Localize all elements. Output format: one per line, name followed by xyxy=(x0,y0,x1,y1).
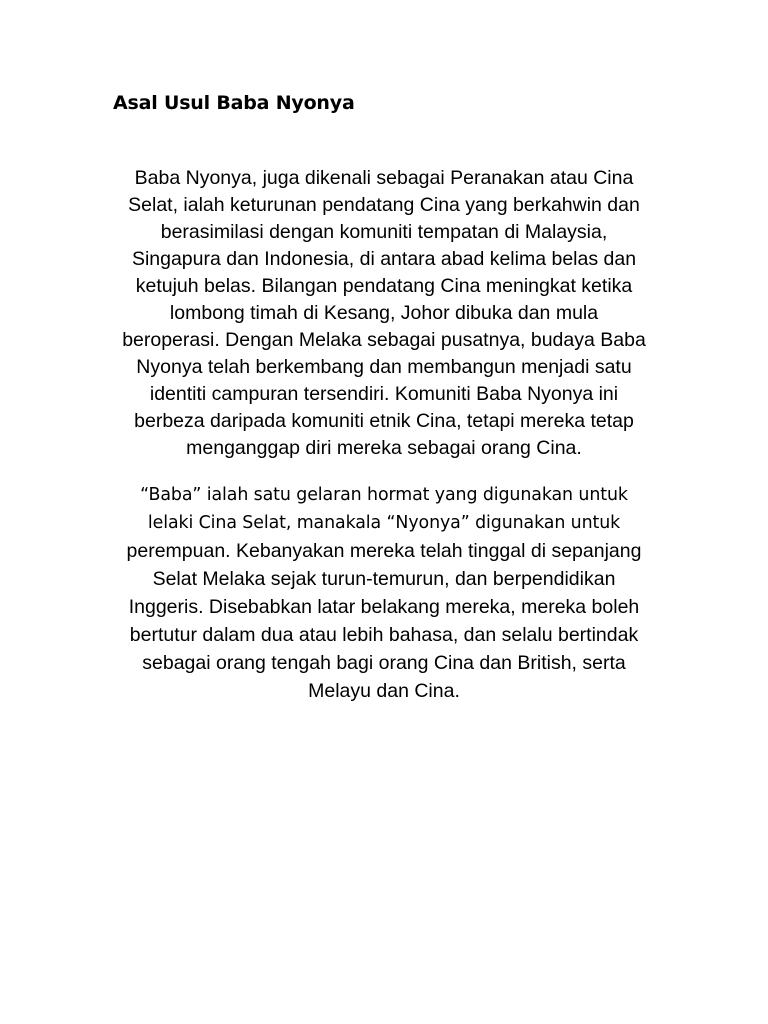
text-line: bertutur dalam dua atau lebih bahasa, dan selalu bertindak xyxy=(129,624,639,646)
text-line: menganggap diri mereka sebagai orang Cina. xyxy=(186,437,582,459)
text-line: lombong timah di Kesang, Johor dibuka dan mula xyxy=(169,302,599,324)
text-line: sebagai orang tengah bagi orang Cina dan British, serta xyxy=(142,652,626,674)
text-line: perempuan. Kebanyakan mereka telah tinggal di sepanjang xyxy=(126,540,642,562)
text-line: ketujuh belas. Bilangan pendatang Cina meningkat ketika xyxy=(135,275,633,297)
text-line: Singapura dan Indonesia, di antara abad kelima belas dan xyxy=(131,248,637,270)
text-line: “Baba” ialah satu gelaran hormat yang digunakan untuk xyxy=(140,485,628,505)
text-line: berbeza daripada komuniti etnik Cina, tetapi mereka tetap xyxy=(134,410,634,432)
paragraph-terms xyxy=(104,481,664,705)
document-title: Asal Usul Baba Nyonya xyxy=(113,92,355,114)
text-line: Inggeris. Disebabkan latar belakang mereka, mereka boleh xyxy=(128,596,640,618)
text-line: Baba Nyonya, juga dikenali sebagai Peranakan atau Cina xyxy=(134,167,634,189)
text-line: Nyonya telah berkembang dan membangun menjadi satu xyxy=(136,356,632,378)
text-line: beroperasi. Dengan Melaka sebagai pusatnya, budaya Baba xyxy=(122,329,646,351)
text-line: identiti campuran tersendiri. Komuniti Baba Nyonya ini xyxy=(149,383,619,405)
paragraph-origin xyxy=(104,165,664,462)
text-line: Selat Melaka sejak turun-temurun, dan berpendidikan xyxy=(152,568,616,590)
text-line: lelaki Cina Selat, manakala “Nyonya” digunakan untuk xyxy=(147,513,621,533)
text-line: Selat, ialah keturunan pendatang Cina yang berkahwin dan xyxy=(128,194,640,216)
text-line: Melayu dan Cina. xyxy=(308,680,460,702)
text-line: berasimilasi dengan komuniti tempatan di Malaysia, xyxy=(160,221,608,243)
